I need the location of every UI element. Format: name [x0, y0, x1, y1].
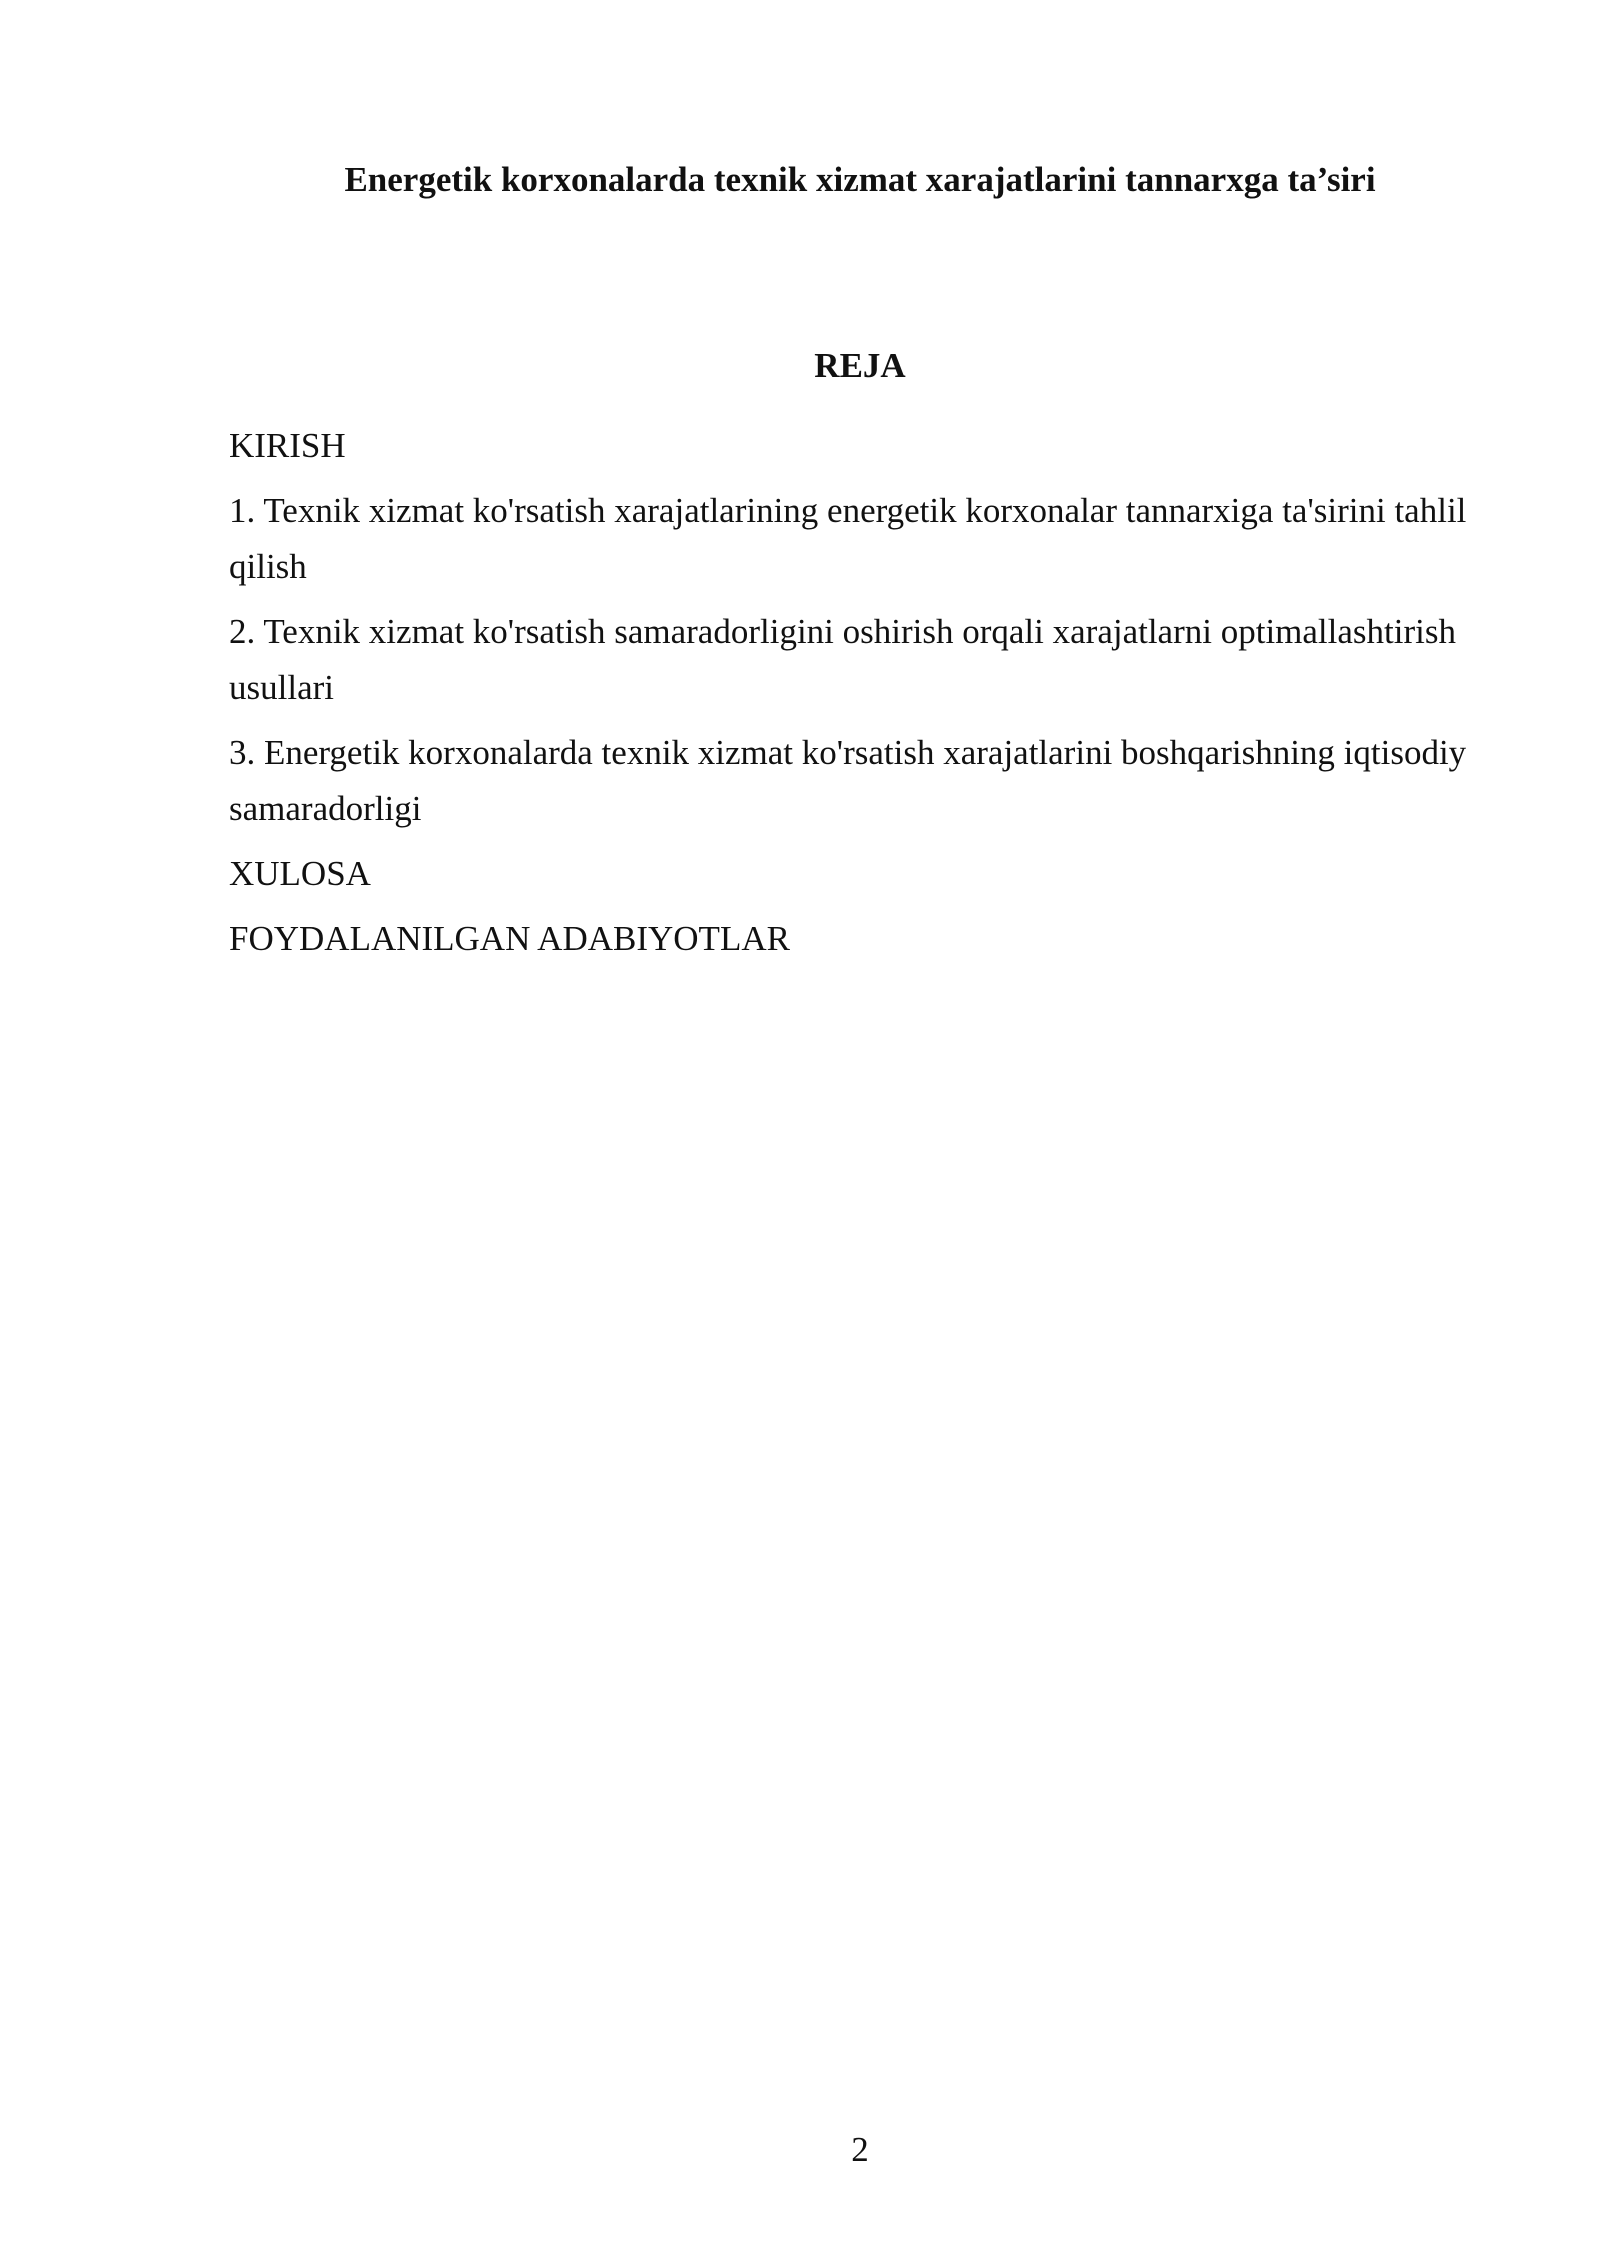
page-number: 2 [851, 2130, 869, 2169]
plan-list [229, 418, 1489, 976]
plan-item-1: 1. Texnik xizmat ko'rsatish xarajatlarining energetik korxonalar tannarxiga ta'sirini tahlil qilish [229, 491, 1467, 586]
plan-item-2: 2. Texnik xizmat ko'rsatish samaradorligini oshirish orqali xarajatlarni optimallashtirish usullari [229, 612, 1456, 707]
plan-item-conclusion: XULOSA [229, 854, 371, 893]
plan-heading: REJA [814, 346, 906, 385]
document-title: Energetik korxonalarda texnik xizmat xarajatlarini tannarxga ta’siri [344, 160, 1376, 199]
plan-item-introduction: KIRISH [229, 426, 346, 465]
plan-item-3: 3. Energetik korxonalarda texnik xizmat ko'rsatish xarajatlarini boshqarishning iqtisodiy samaradorligi [229, 733, 1467, 828]
plan-item-references: FOYDALANILGAN ADABIYOTLAR [229, 919, 790, 958]
